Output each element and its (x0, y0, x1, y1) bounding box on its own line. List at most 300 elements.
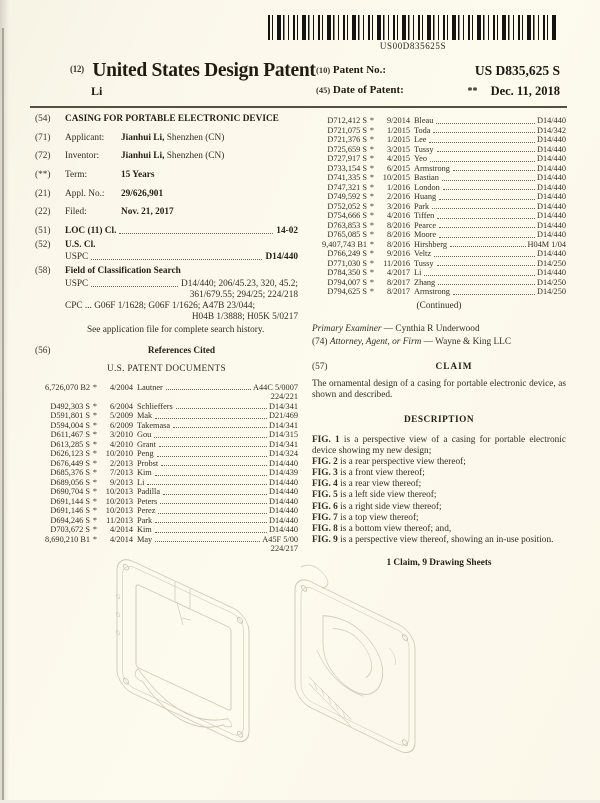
reference-date: 4/2010 (109, 439, 133, 449)
reference-number: D765,085 S (327, 230, 367, 239)
reference-name: Bastian (414, 173, 439, 182)
search-label: Field of Classification Search (65, 266, 181, 277)
reference-class: D14/250 (536, 287, 566, 296)
search-cpc-classes-2: H04B 1/3888; H05K 5/0217 (191, 312, 298, 323)
reference-row (312, 183, 566, 193)
reference-name: Probst (137, 458, 159, 468)
field-filed-num: (22) (35, 207, 51, 218)
dot-leader (438, 278, 535, 286)
reference-date: 2/2016 (386, 192, 410, 201)
barcode (268, 15, 558, 40)
uspc-label: USPC (65, 252, 89, 263)
reference-name: May (137, 534, 153, 544)
reference-number: D712,412 S (327, 116, 367, 125)
dot-leader (443, 183, 535, 191)
reference-class: D14/440 (536, 182, 566, 192)
dot-leader (119, 226, 273, 234)
reference-row (35, 459, 298, 469)
claim-title: CLAIM (435, 361, 473, 372)
reference-class: D14/440 (536, 201, 566, 211)
reference-row (35, 440, 298, 450)
figure-description (312, 535, 566, 546)
reference-date: 8/2016 (386, 220, 410, 230)
term-value: 15 Years (121, 169, 155, 180)
reference-date: 4/2016 (386, 211, 410, 220)
applicant-label: Applicant: (65, 132, 105, 143)
dot-leader (155, 535, 260, 543)
patent-number-code: (10) (316, 65, 331, 75)
field-title (35, 114, 298, 125)
reference-date: 2/2013 (109, 458, 133, 468)
reference-class-continued: 224/221 (270, 392, 298, 402)
reference-star: * (369, 239, 375, 249)
figure-text: is a perspective view thereof, showing an in-use position. (337, 535, 554, 545)
references-title: References Cited (147, 346, 216, 357)
reference-name: Moore (414, 230, 437, 239)
reference-row (35, 497, 298, 507)
figure-1-perspective-drawing (103, 543, 283, 799)
reference-date: 9/2016 (386, 249, 410, 258)
reference-row (35, 468, 298, 478)
claims-sheets-note: 1 Claim, 9 Drawing Sheets (386, 558, 492, 569)
reference-row (35, 421, 298, 431)
reference-date: 9/2013 (109, 477, 133, 487)
reference-name: London (414, 182, 440, 192)
claim-text: The ornamental design of a casing for portable electronic device, as shown and described. (312, 379, 566, 401)
inventor-name: Jianhui Li, (121, 151, 165, 162)
reference-class: D14/440 (536, 249, 566, 258)
reference-name: Park (414, 201, 430, 211)
reference-name: Bleau (414, 116, 434, 125)
reference-name: Perez (137, 506, 156, 516)
search-cpc-classes-1: CPC ... G06F 1/1628; G06F 1/1626; A47B 23/044; (65, 300, 256, 311)
dot-leader (155, 516, 267, 524)
reference-number: 6,726,070 B2 (45, 382, 90, 392)
reference-name: Peng (137, 449, 154, 459)
term-extension-stars: ** (467, 86, 478, 97)
reference-class: D14/440 (536, 116, 566, 125)
reference-star: * (369, 220, 375, 230)
dot-leader (160, 497, 267, 505)
reference-star: * (92, 439, 98, 449)
reference-class: D14/250 (536, 258, 566, 268)
reference-name: Hirshberg (414, 239, 448, 249)
attorney-firm: — Wayne & King LLC (423, 336, 512, 347)
reference-row (312, 287, 566, 297)
field-search (35, 266, 298, 277)
reference-class: D14/440 (536, 144, 566, 154)
reference-class: D14/440 (536, 135, 566, 144)
dot-leader (155, 468, 267, 476)
dot-leader (147, 478, 267, 486)
description-title: DESCRIPTION (403, 415, 475, 426)
figure-text: is a bottom view thereof; and, (337, 523, 452, 534)
examiner-name: — Cynthia R Underwood (383, 323, 480, 334)
figure-2-rear-perspective-drawing (283, 553, 458, 803)
reference-star: * (369, 230, 375, 239)
dot-leader (453, 287, 535, 295)
reference-class: D14/440 (268, 525, 298, 535)
dot-leader (429, 135, 535, 143)
reference-class: D14/341 (268, 420, 298, 430)
figure-description (312, 468, 566, 479)
dot-leader (176, 402, 267, 410)
reference-number: D733,154 S (327, 163, 367, 173)
inventor-location: Shenzhen (CN) (164, 151, 225, 162)
reference-date: 7/2013 (109, 468, 133, 478)
field-title-num: (54) (35, 114, 51, 124)
reference-class: D14/440 (268, 477, 298, 487)
dot-leader (430, 154, 535, 162)
reference-row (312, 164, 566, 174)
reference-star: * (92, 477, 98, 487)
reference-class: D14/341 (268, 401, 298, 411)
reference-date: 3/2010 (109, 430, 133, 440)
reference-class: D14/341 (268, 439, 298, 449)
reference-row (312, 192, 566, 202)
reference-name: Takemasa (137, 420, 171, 430)
dot-leader (91, 252, 262, 260)
reference-name: Schlieffers (137, 401, 173, 411)
appl-no-value: 29/626,901 (121, 188, 164, 199)
reference-date: 6/2009 (109, 420, 133, 430)
barcode-text: US00D835625S (379, 41, 447, 51)
reference-number: D794,625 S (327, 287, 367, 296)
continued-note: (Continued) (416, 300, 462, 311)
field-appl-num: (21) (35, 188, 51, 199)
reference-star: * (369, 135, 375, 144)
reference-class: D14/342 (536, 125, 566, 135)
patent-number-label (316, 64, 386, 76)
dot-leader (158, 506, 267, 514)
reference-number: D727,917 S (327, 154, 367, 163)
reference-date: 8/2017 (386, 277, 410, 287)
reference-class: H04M 1/04 (527, 239, 566, 249)
reference-date: 1/2016 (386, 182, 410, 192)
search-uspc-classes-1: D14/440; 206/45.23, 320, 45.2; (181, 278, 298, 289)
reference-star: * (92, 487, 98, 497)
reference-date: 4/2014 (109, 525, 133, 535)
dot-leader (155, 411, 267, 419)
reference-name: Park (137, 515, 153, 525)
reference-name: Veltz (414, 249, 432, 258)
filed-value: Nov. 21, 2017 (121, 207, 174, 218)
reference-date: 8/2016 (386, 230, 410, 239)
reference-date: 10/2013 (105, 496, 133, 506)
reference-name: Zhang (414, 277, 436, 287)
reference-date: 6/2015 (386, 163, 410, 173)
dot-leader (173, 421, 267, 429)
search-history-note: See application file for complete search history. (87, 325, 265, 336)
dot-leader (433, 126, 534, 134)
reference-date: 3/2015 (386, 144, 410, 154)
dot-leader (159, 440, 267, 448)
reference-name: Li (137, 477, 145, 487)
header-divider (30, 106, 567, 108)
figure-description (312, 479, 566, 490)
reference-date: 10/2013 (105, 487, 133, 497)
patent-date-value (467, 84, 560, 99)
search-uspc-classes-2: 361/679.55; 294/25; 224/218 (189, 289, 298, 300)
reference-name: Lee (414, 135, 427, 144)
dot-leader (442, 173, 535, 181)
reference-number: D492,303 S (50, 401, 90, 411)
reference-row (312, 240, 566, 250)
inventor-label: Inventor: (65, 151, 100, 162)
loc-class-label: LOC (11) Cl. (65, 225, 117, 236)
reference-class: D14/440 (536, 268, 566, 277)
reference-number: D721,376 S (327, 135, 367, 144)
reference-star: * (369, 125, 375, 135)
figure-label: FIG. 3 (312, 468, 338, 479)
dot-leader (155, 525, 267, 533)
reference-star: * (369, 268, 375, 277)
claim-heading (312, 362, 566, 373)
reference-row (35, 383, 298, 393)
reference-row (312, 230, 566, 240)
reference-class: D14/440 (536, 230, 566, 239)
reference-name: Lautner (137, 382, 163, 392)
dot-leader (450, 240, 525, 248)
reference-row (35, 411, 298, 421)
reference-number: D685,376 S (50, 468, 90, 478)
reference-date: 10/2013 (105, 506, 133, 516)
figure-description (312, 457, 566, 468)
attorney-num: (74) (312, 336, 328, 347)
claim-num: (57) (312, 361, 328, 372)
figure-description (312, 524, 566, 535)
reference-name: Tiffen (414, 211, 435, 220)
applicant-location: Shenzhen (CN) (164, 132, 225, 143)
reference-class: D21/469 (268, 411, 298, 421)
reference-date: 10/2010 (105, 449, 133, 459)
dot-leader (166, 383, 251, 391)
figure-label: FIG. 2 (312, 456, 338, 467)
reference-name: Li (414, 268, 422, 277)
applicant-value (121, 133, 224, 144)
reference-name: Kim (137, 468, 152, 478)
reference-star: * (92, 496, 98, 506)
figure-description (312, 435, 566, 457)
applicant-name: Jianhui Li, (121, 132, 165, 143)
field-applicant-num: (71) (35, 132, 51, 143)
reference-date: 4/2017 (386, 268, 410, 277)
attorney-line (312, 337, 566, 348)
reference-name: Tussy (414, 258, 434, 268)
reference-row (312, 202, 566, 212)
reference-class: D14/440 (536, 220, 566, 230)
reference-class: D14/324 (268, 449, 298, 459)
references-heading (35, 346, 298, 357)
reference-date: 5/2009 (109, 411, 133, 421)
reference-class-continued: 224/217 (270, 544, 298, 554)
figure-text: is a right side view thereof; (337, 501, 442, 512)
reference-date: 10/2015 (382, 173, 410, 182)
figure-label: FIG. 7 (312, 512, 338, 523)
reference-star: * (92, 401, 98, 411)
reference-date: 8/2017 (386, 287, 410, 296)
reference-name: Pearce (414, 220, 437, 230)
dot-leader (439, 221, 535, 229)
reference-number: D794,007 S (327, 277, 367, 287)
figure-text: is a perspective view of a casing for portable electronic device showing my new design; (312, 434, 566, 456)
loc-class-value: 14-02 (276, 225, 298, 236)
term-label: Term: (65, 169, 88, 180)
document-title-text: United States Design Patent (92, 60, 316, 81)
invention-title: CASING FOR PORTABLE ELECTRONIC DEVICE (65, 114, 279, 124)
figure-label: FIG. 6 (312, 501, 338, 512)
reference-number: D591,801 S (50, 411, 90, 421)
reference-row (312, 278, 566, 288)
dot-leader (161, 459, 267, 467)
patent-number-value: US D835,625 S (474, 63, 560, 78)
barcode-block (268, 15, 558, 51)
reference-row (35, 402, 298, 412)
reference-row (312, 135, 566, 145)
reference-number: D752,052 S (327, 201, 367, 211)
reference-star: * (369, 277, 375, 287)
patent-date-label (316, 84, 404, 96)
reference-name: Peters (137, 496, 158, 506)
reference-number: D613,285 S (50, 439, 90, 449)
reference-row (312, 126, 566, 136)
reference-date: 1/2015 (386, 135, 410, 144)
reference-number: D721,075 S (327, 125, 367, 135)
figure-text: is a left side view thereof; (337, 490, 437, 501)
reference-class: D14/440 (536, 211, 566, 220)
reference-class: D14/250 (536, 277, 566, 287)
reference-star: * (92, 506, 98, 516)
reference-star: * (92, 411, 98, 421)
us-class-label: U.S. Cl. (65, 240, 96, 251)
uspc-line (35, 252, 298, 263)
reference-name: Gou (137, 430, 152, 440)
page-edge-line (2, 28, 4, 800)
reference-name: Armstrong (414, 287, 450, 296)
reference-number: D766,249 S (327, 249, 367, 258)
reference-star: * (92, 525, 98, 535)
reference-star: * (92, 515, 98, 525)
reference-row (35, 506, 298, 516)
reference-row (312, 211, 566, 221)
reference-number: D689,056 S (50, 477, 90, 487)
reference-number: D611,467 S (50, 430, 90, 440)
reference-star: * (369, 201, 375, 211)
reference-star: * (369, 287, 375, 296)
reference-name: Tussy (414, 144, 434, 154)
dot-leader (439, 230, 535, 238)
reference-row (35, 449, 298, 459)
reference-star: * (369, 144, 375, 154)
reference-star: * (92, 382, 98, 392)
reference-class: D14/440 (268, 487, 298, 497)
primary-examiner-line (312, 324, 566, 335)
dot-leader (439, 192, 535, 200)
reference-star: * (92, 534, 98, 544)
reference-class: D14/440 (536, 192, 566, 201)
references-num: (56) (35, 346, 51, 357)
reference-row (312, 259, 566, 269)
reference-star: * (92, 449, 98, 459)
dot-leader (437, 211, 535, 219)
appl-no-label: Appl. No.: (65, 188, 105, 199)
field-us-class (35, 240, 298, 251)
reference-name: Huang (414, 192, 437, 201)
reference-star: * (369, 116, 375, 125)
reference-class: D14/315 (268, 430, 298, 440)
reference-name: Yeo (414, 154, 427, 163)
patent-date-text: Dec. 11, 2018 (490, 84, 560, 98)
reference-star: * (369, 154, 375, 163)
reference-row (312, 268, 566, 278)
reference-number: D691,144 S (50, 496, 90, 506)
reference-number: D703,672 S (50, 525, 90, 535)
right-column (312, 116, 566, 569)
reference-date: 4/2014 (109, 534, 133, 544)
reference-number: 8,690,210 B1 (45, 534, 90, 544)
dot-leader (163, 487, 267, 495)
reference-date: 6/2004 (109, 401, 133, 411)
figure-label: FIG. 8 (312, 523, 338, 534)
reference-name: Armstrong (414, 163, 450, 173)
dot-leader (436, 116, 535, 124)
reference-class: D14/440 (268, 515, 298, 525)
us-patent-documents-heading: U.S. PATENT DOCUMENTS (107, 363, 226, 374)
reference-row (35, 516, 298, 526)
reference-number: D784,350 S (327, 268, 367, 277)
references-list-right (312, 116, 566, 297)
search-uspc-label: USPC (65, 278, 89, 289)
reference-number: D676,449 S (50, 458, 90, 468)
figure-label: FIG. 9 (312, 535, 338, 545)
figure-label: FIG. 1 (312, 434, 340, 445)
reference-class: D14/440 (268, 496, 298, 506)
figure-descriptions (312, 435, 566, 547)
reference-star: * (92, 458, 98, 468)
left-column (35, 114, 298, 554)
dot-leader (453, 164, 535, 172)
field-filed (35, 207, 298, 218)
kind-code: (12) (70, 64, 84, 74)
reference-date: 4/2015 (386, 154, 410, 163)
reference-number: D747,321 S (327, 182, 367, 192)
reference-number: D594,004 S (50, 420, 90, 430)
field-loc-num: (51) (35, 225, 51, 236)
reference-row (35, 478, 298, 488)
reference-star: * (369, 211, 375, 220)
reference-star: * (369, 258, 375, 268)
reference-class: D14/440 (536, 163, 566, 173)
reference-star: * (369, 192, 375, 201)
reference-star: * (369, 249, 375, 258)
field-appl-no (35, 189, 298, 200)
reference-name: Kim (137, 525, 152, 535)
figure-text: is a top view thereof; (337, 512, 419, 523)
dot-leader (91, 279, 178, 287)
reference-row (312, 173, 566, 183)
reference-class: D14/440 (536, 173, 566, 182)
dot-leader (437, 145, 535, 153)
dot-leader (437, 259, 535, 267)
reference-number: D626,123 S (50, 449, 90, 459)
figure-label: FIG. 4 (312, 479, 338, 490)
reference-name: Grant (137, 439, 156, 449)
field-inventor-num: (72) (35, 151, 51, 162)
reference-number: D741,335 S (327, 173, 367, 182)
reference-row (312, 145, 566, 155)
figure-description (312, 490, 566, 501)
patent-date-label-text: Date of Patent: (332, 84, 404, 96)
